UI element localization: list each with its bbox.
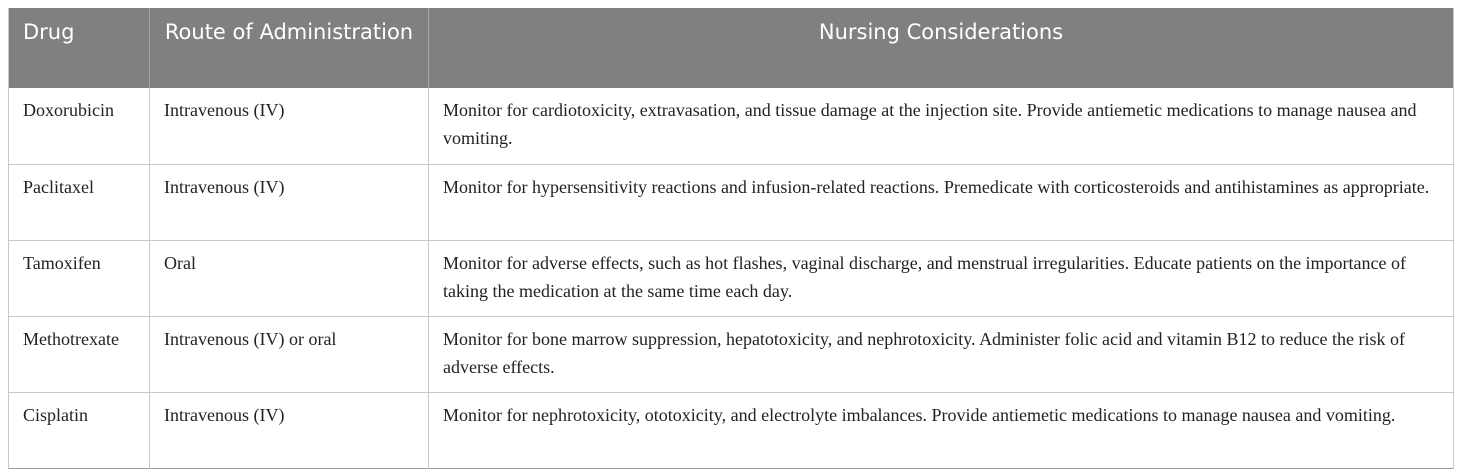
cell-drug: Tamoxifen xyxy=(9,240,150,316)
cell-drug: Cisplatin xyxy=(9,392,150,468)
header-row xyxy=(9,8,1454,88)
table-row xyxy=(9,392,1454,468)
drug-table-container xyxy=(8,8,1453,469)
table-row xyxy=(9,164,1454,240)
cell-route: Intravenous (IV) xyxy=(150,392,429,468)
cell-notes: Monitor for hypersensitivity reactions and infusion-related reactions. Premedicate with corticosteroids and antihistamines as appropriate. xyxy=(429,164,1454,240)
cell-notes: Monitor for adverse effects, such as hot flashes, vaginal discharge, and menstrual irregularities. Educate patients on the importance of taking the medication at the same time each day. xyxy=(429,240,1454,316)
cell-route: Intravenous (IV) or oral xyxy=(150,316,429,392)
table-header xyxy=(9,8,1454,88)
table-body xyxy=(9,88,1454,468)
header-drug: Drug xyxy=(9,8,150,88)
cell-route: Intravenous (IV) xyxy=(150,88,429,164)
drug-table xyxy=(8,8,1454,469)
cell-drug: Paclitaxel xyxy=(9,164,150,240)
cell-route: Intravenous (IV) xyxy=(150,164,429,240)
table-row xyxy=(9,88,1454,164)
header-nursing-considerations: Nursing Considerations xyxy=(818,20,1064,44)
table-row xyxy=(9,316,1454,392)
cell-notes: Monitor for cardiotoxicity, extravasation, and tissue damage at the injection site. Provide antiemetic medications to manage nausea and vomiting. xyxy=(429,88,1454,164)
table-row xyxy=(9,240,1454,316)
cell-notes: Monitor for bone marrow suppression, hepatotoxicity, and nephrotoxicity. Administer folic acid and vitamin B12 to reduce the risk of adverse effects. xyxy=(429,316,1454,392)
cell-drug: Doxorubicin xyxy=(9,88,150,164)
cell-drug: Methotrexate xyxy=(9,316,150,392)
cell-route: Oral xyxy=(150,240,429,316)
header-route: Route of Administration xyxy=(150,8,429,88)
cell-notes: Monitor for nephrotoxicity, ototoxicity, and electrolyte imbalances. Provide antiemetic medications to manage nausea and vomiting. xyxy=(429,392,1454,468)
